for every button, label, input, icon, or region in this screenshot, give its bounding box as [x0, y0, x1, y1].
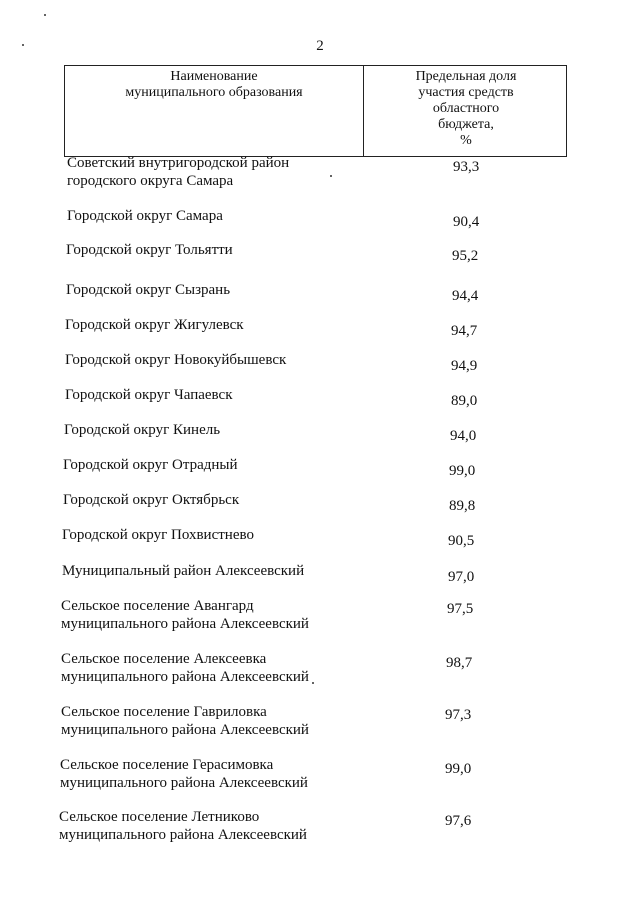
municipality-name-line: Городской округ Чапаевск [65, 387, 233, 403]
budget-share-value: 94,4 [452, 288, 479, 304]
page-number: 2 [316, 38, 324, 54]
budget-share-value: 97,6 [445, 813, 472, 829]
budget-share-value: 93,3 [453, 159, 480, 175]
municipality-name [60, 756, 420, 792]
municipality-name [66, 241, 426, 259]
municipality-name [63, 456, 423, 474]
municipality-name [61, 650, 421, 686]
municipality-name-line: Муниципальный район Алексеевский [62, 563, 305, 579]
budget-share-value: 90,4 [453, 214, 480, 230]
column-header-share-line: Предельная доля [415, 69, 517, 84]
budget-share-value: 99,0 [449, 463, 476, 479]
budget-share-value: 89,8 [449, 498, 476, 514]
municipality-name-line: Сельское поселение Алексеевка [61, 651, 267, 667]
column-header-share [364, 69, 568, 149]
column-header-share-line: областного [432, 101, 500, 116]
budget-share-value: 98,7 [446, 655, 473, 671]
municipality-name-line: муниципального района Алексеевский [61, 616, 309, 632]
column-header-name-line: Наименование [170, 69, 258, 84]
municipality-name-line: Городской округ Тольятти [66, 242, 233, 258]
budget-share-value: 94,0 [450, 428, 477, 444]
municipality-name [62, 562, 422, 580]
municipality-name [61, 703, 421, 739]
municipality-name [64, 421, 424, 439]
column-header-name [65, 69, 363, 101]
municipality-name [59, 808, 419, 844]
municipality-name-line: Городской округ Сызрань [66, 282, 231, 298]
municipality-name-line: муниципального района Алексеевский [60, 775, 308, 791]
budget-share-value: 97,0 [448, 569, 475, 585]
municipality-name-line: Городской округ Жигулевск [65, 317, 244, 333]
municipality-name [67, 154, 427, 190]
budget-share-value: 97,3 [445, 707, 472, 723]
budget-share-value: 90,5 [448, 533, 475, 549]
municipality-name-line: Сельское поселение Гавриловка [61, 704, 267, 720]
municipality-name-line: Городской округ Кинель [64, 422, 221, 438]
scan-speck [44, 14, 46, 16]
municipality-name [66, 281, 426, 299]
municipality-name-line: городского округа Самара [67, 173, 234, 189]
municipality-name [65, 386, 425, 404]
municipality-name-line: Советский внутригородской район [67, 155, 290, 171]
column-header-share-line: бюджета, [438, 117, 494, 132]
column-header-name-line: муниципального образования [125, 85, 303, 100]
municipality-name [67, 207, 427, 225]
budget-share-value: 94,7 [451, 323, 478, 339]
municipality-name-line: Сельское поселение Авангард [61, 598, 254, 614]
budget-share-value: 94,9 [451, 358, 478, 374]
municipality-name-line: Городской округ Отрадный [63, 457, 238, 473]
municipality-name-line: Сельское поселение Летниково [59, 809, 260, 825]
municipality-name-line: Городской округ Октябрьск [63, 492, 240, 508]
municipality-name-line: Городской округ Похвистнево [62, 527, 254, 543]
column-header-share-line: участия средств [418, 85, 514, 100]
budget-share-value: 89,0 [451, 393, 478, 409]
municipality-name-line: Городской округ Самара [67, 208, 223, 224]
budget-share-value: 95,2 [452, 248, 479, 264]
municipality-name [65, 316, 425, 334]
budget-share-value: 97,5 [447, 601, 474, 617]
municipality-name-line: муниципального района Алексеевский [59, 827, 307, 843]
municipality-name-line: муниципального района Алексеевский [61, 669, 309, 685]
column-header-unit: % [460, 133, 472, 148]
municipality-name [65, 351, 425, 369]
municipality-name [62, 526, 422, 544]
municipality-name-line: муниципального района Алексеевский [61, 722, 309, 738]
municipality-name-line: Городской округ Новокуйбышевск [65, 352, 287, 368]
municipality-name-line: Сельское поселение Герасимовка [60, 757, 274, 773]
budget-share-value: 99,0 [445, 761, 472, 777]
municipality-name [63, 491, 423, 509]
municipality-name [61, 597, 421, 633]
table-header [64, 65, 567, 157]
